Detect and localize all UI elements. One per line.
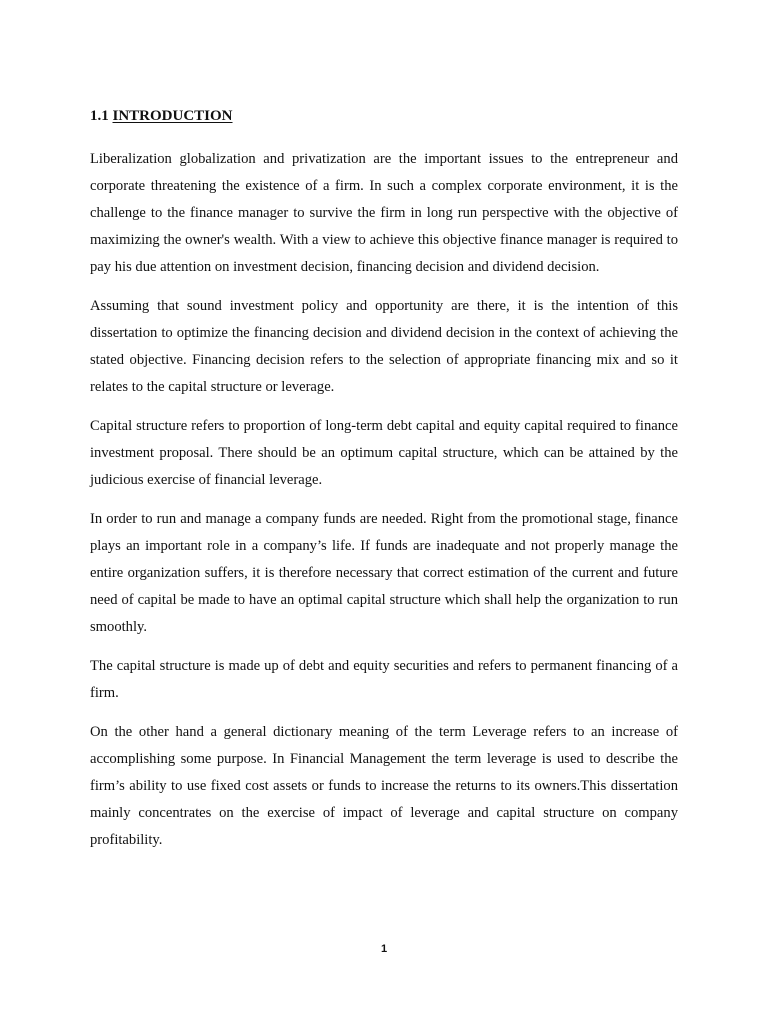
- section-title: INTRODUCTION: [112, 108, 233, 124]
- section-heading: [90, 106, 233, 126]
- paragraph-5: The capital structure is made up of debt and equity securities and refers to permanent financing of a firm.: [90, 658, 678, 701]
- paragraph-6: On the other hand a general dictionary meaning of the term Leverage refers to an increase of accomplishing some purpose. In Financial Management the term leverage is used to describe the firm’s ability to use fixed cost assets or funds to increase the returns to its owners.This dissertation mainly concentrates on the exercise of impact of leverage and capital structure on company profitability.: [90, 724, 678, 848]
- paragraph-3: Capital structure refers to proportion of long-term debt capital and equity capital required to finance investment proposal. There should be an optimum capital structure, which can be attained by the judicious exercise of financial leverage.: [90, 418, 678, 488]
- paragraph-4: In order to run and manage a company funds are needed. Right from the promotional stage, finance plays an important role in a company’s life. If funds are inadequate and not properly manage the entire organization suffers, it is therefore necessary that correct estimation of the current and future need of capital be made to have an optimal capital structure which shall help the organization to run smoothly.: [90, 511, 678, 635]
- body-text: [90, 146, 678, 866]
- section-number: 1.1: [90, 108, 109, 124]
- paragraph-1: Liberalization globalization and privatization are the important issues to the entrepreneur and corporate threatening the existence of a firm. In such a complex corporate environment, it is the challenge to the finance manager to survive the firm in long run perspective with the objective of maximizing the owner's wealth. With a view to achieve this objective finance manager is required to pay his due attention on investment decision, financing decision and dividend decision.: [90, 151, 678, 275]
- page-number: 1: [380, 943, 388, 955]
- paragraph-2: Assuming that sound investment policy and opportunity are there, it is the intention of this dissertation to optimize the financing decision and dividend decision in the context of achieving the stated objective. Financing decision refers to the selection of appropriate financing mix and so it relates to the capital structure or leverage.: [90, 298, 678, 395]
